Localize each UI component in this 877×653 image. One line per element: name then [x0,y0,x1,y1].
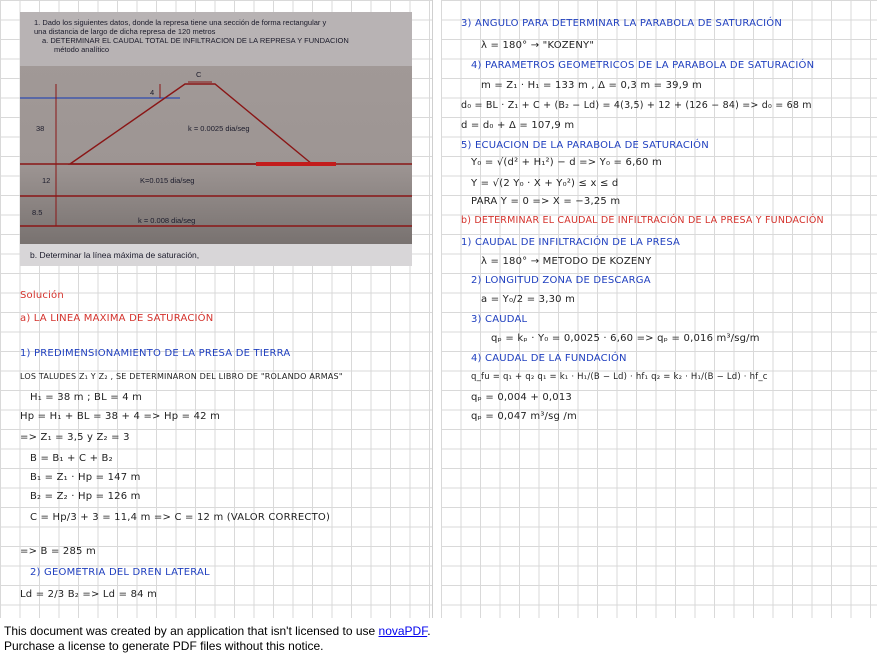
note-right-0: 3) ANGULO PARA DETERMINAR LA PARABOLA DE SATURACIÓN [461,18,783,29]
note-right-17: 4) CAUDAL DE LA FUNDACIÓN [471,353,627,364]
note-right-19: qₚ = 0,004 + 0,013 [471,392,572,403]
note-left-6: => Z₁ = 3,5 y Z₂ = 3 [20,432,130,443]
note-right-6: 5) ECUACION DE LA PARABOLA DE SATURACIÓN [461,140,709,151]
note-left-8: B₁ = Z₁ · Hp = 147 m [30,472,141,483]
k-dam-label: k = 0.0025 dia/seg [188,124,250,133]
license-notice-line-2: Purchase a license to generate PDF files without this notice. [4,639,324,653]
note-right-20: qₚ = 0,047 m³/sg /m [471,411,577,422]
license-notice-period: . [427,624,431,638]
license-notice-line-1 [4,624,431,638]
problem-photo [20,12,412,266]
note-left-9: B₂ = Z₂ · Hp = 126 m [30,491,141,502]
note-right-15: 3) CAUDAL [471,314,528,325]
note-left-1: a) LA LINEA MAXIMA DE SATURACIÓN [20,313,214,324]
right-notebook-page [441,0,877,618]
problem-line-2: una distancia de largo de dicha represa de 120 metros [34,27,216,36]
label-8-5: 8.5 [32,208,43,217]
note-right-2: 4) PARAMETROS GEOMETRICOS DE LA PARABOLA DE SATURACIÓN [471,60,815,71]
note-left-7: B = B₁ + C + B₂ [30,453,113,464]
note-right-1: λ = 180° → "KOZENY" [481,40,595,51]
part-b-text: b. Determinar la línea máxima de saturación, [30,250,200,260]
note-right-7: Y₀ = √(d² + H₁²) − d => Y₀ = 6,60 m [471,157,662,168]
note-left-13: Ld = 2/3 B₂ => Ld = 84 m [20,589,158,600]
left-notebook-page [0,0,433,618]
note-left-5: Hp = H₁ + BL = 38 + 4 => Hp = 42 m [20,411,221,422]
k-layer2-label: k = 0.008 dia/seg [138,216,196,225]
note-left-11: => B = 285 m [20,546,96,557]
note-left-4: H₁ = 38 m ; BL = 4 m [30,392,143,403]
note-right-18: q_fu = q₁ + q₂ q₁ = k₁ · H₁/(B − Ld) · hf₁ q₂ = k₂ · H₁/(B − Ld) · hf_c [471,372,768,382]
note-right-11: 1) CAUDAL DE INFILTRACIÓN DE LA PRESA [461,237,681,248]
note-right-14: a = Y₀/2 = 3,30 m [481,294,576,305]
k-layer1-label: K=0.015 dia/seg [140,176,195,185]
note-left-3: LOS TALUDES Z₁ Y Z₂ , SE DETERMINARON DEL LIBRO DE "ROLANDO ARMAS" [20,372,343,381]
novapdf-link[interactable]: novaPDF [378,624,428,638]
note-left-2: 1) PREDIMENSIONAMIENTO DE LA PRESA DE TIERRA [20,348,291,359]
problem-line-4: método analítico [54,45,110,54]
label-4: 4 [150,88,155,97]
label-38: 38 [36,124,45,133]
note-left-0: Solución [20,290,64,301]
note-right-8: Y = √(2 Y₀ · X + Y₀²) ≤ x ≤ d [471,178,619,189]
note-right-10: b) DETERMINAR EL CAUDAL DE INFILTRACIÓN DE LA PRESA Y FUNDACIÓN [461,215,824,226]
note-right-12: λ = 180° → METODO DE KOZENY [481,256,652,267]
license-notice-text: This document was created by an application that isn't licensed to use [4,624,379,638]
note-left-12: 2) GEOMETRIA DEL DREN LATERAL [30,567,210,578]
note-right-13: 2) LONGITUD ZONA DE DESCARGA [471,275,651,286]
problem-line-1: 1. Dado los siguientes datos, donde la represa tiene una sección de forma rectangular y [34,18,327,27]
note-right-5: d = d₀ + Δ = 107,9 m [461,120,575,131]
note-right-3: m = Z₁ · H₁ = 133 m , Δ = 0,3 m = 39,9 m [481,80,703,91]
label-12: 12 [42,176,51,185]
note-right-9: PARA Y = 0 => X = −3,25 m [471,196,621,207]
note-right-4: d₀ = BL · Z₁ + C + (B₂ − Ld) = 4(3,5) + 12 + (126 − 84) => d₀ = 68 m [461,100,812,111]
note-left-10: C = Hp/3 + 3 = 11,4 m => C = 12 m (VALOR CORRECTO) [30,512,331,523]
note-right-16: qₚ = kₚ · Y₀ = 0,0025 · 6,60 => qₚ = 0,016 m³/sg/m [491,333,760,344]
problem-line-3: a. DETERMINAR EL CAUDAL TOTAL DE INFILTRACION DE LA REPRESA Y FUNDACION [42,36,349,45]
label-c: C [196,70,202,79]
